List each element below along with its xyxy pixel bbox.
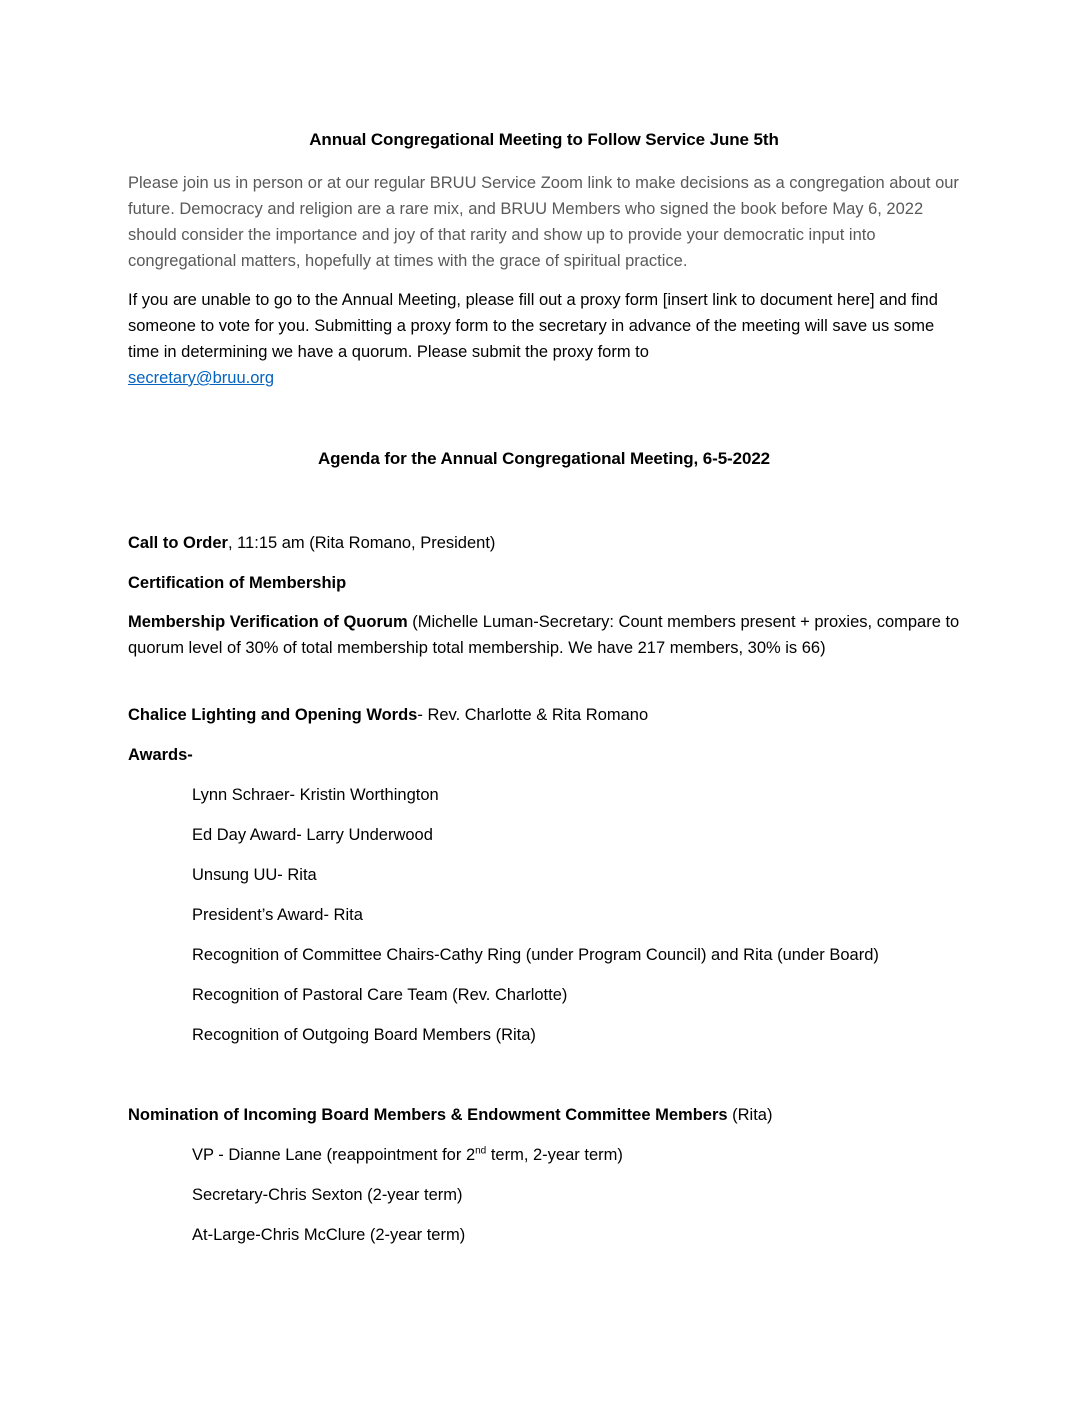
agenda-quorum bbox=[128, 609, 968, 661]
award-item: Recognition of Committee Chairs-Cathy Ring (under Program Council) and Rita (under Board) bbox=[192, 946, 879, 964]
agenda-title: Agenda for the Annual Congregational Meeting, 6-5-2022 bbox=[317, 449, 771, 468]
call-to-order-detail: , 11:15 am (Rita Romano, President) bbox=[227, 534, 496, 552]
nominee-vp-sup: nd bbox=[475, 1145, 487, 1157]
award-item: Lynn Schraer- Kristin Worthington bbox=[192, 786, 439, 804]
chalice-label: Chalice Lighting and Opening Words bbox=[128, 706, 418, 724]
quorum-label: Membership Verification of Quorum bbox=[128, 613, 408, 631]
nominee-vp bbox=[192, 1142, 972, 1168]
award-item: Recognition of Outgoing Board Members (Rita) bbox=[192, 1026, 536, 1044]
award-item: President’s Award- Rita bbox=[192, 906, 363, 924]
awards-label: Awards- bbox=[128, 746, 193, 764]
award-item: Unsung UU- Rita bbox=[192, 866, 317, 884]
proxy-paragraph bbox=[128, 287, 968, 391]
award-item: Ed Day Award- Larry Underwood bbox=[192, 826, 433, 844]
intro-paragraph: Please join us in person or at our regular BRUU Service Zoom link to make decisions as a congregation about our future. Democracy and religion are a rare mix, and BRUU Members who signed the book before May 6, 2022 should consider the importance and joy of that rarity and show up to provide your democratic input into congregational matters, hopefully at times with the grace of spiritual practice. bbox=[128, 174, 959, 270]
nomination-detail: (Rita) bbox=[727, 1106, 773, 1124]
agenda-nomination bbox=[128, 1102, 968, 1128]
chalice-detail: - Rev. Charlotte & Rita Romano bbox=[417, 706, 649, 724]
secretary-email-link[interactable]: secretary@bruu.org bbox=[128, 369, 275, 387]
meeting-announcement-title: Annual Congregational Meeting to Follow Service June 5th bbox=[309, 130, 779, 149]
nominee-item: At-Large-Chris McClure (2-year term) bbox=[192, 1226, 466, 1244]
proxy-text: If you are unable to go to the Annual Meeting, please fill out a proxy form [insert link to document here] and find someone to vote for you. Submitting a proxy form to the secretary in advance of the meeting will save us some time in determining we have a quorum. Please submit the proxy form to bbox=[128, 291, 938, 361]
agenda-call-to-order bbox=[128, 530, 968, 556]
award-item: Recognition of Pastoral Care Team (Rev. Charlotte) bbox=[192, 986, 568, 1004]
nominee-item: Secretary-Chris Sexton (2-year term) bbox=[192, 1186, 463, 1204]
agenda-certification bbox=[128, 570, 968, 596]
nominee-vp-post: term, 2-year term) bbox=[486, 1146, 623, 1164]
nomination-label: Nomination of Incoming Board Members & Endowment Committee Members bbox=[128, 1106, 728, 1124]
quorum-detail: (Michelle Luman-Secretary: Count members present + proxies, compare to quorum level of 30% of total membership total membership. We have 217 members, 30% is 66) bbox=[128, 613, 960, 657]
call-to-order-label: Call to Order bbox=[128, 534, 228, 552]
certification-label: Certification of Membership bbox=[128, 574, 347, 592]
agenda-chalice bbox=[128, 702, 968, 728]
nominee-vp-pre: VP - Dianne Lane (reappointment for 2 bbox=[192, 1146, 476, 1164]
agenda-awards bbox=[128, 742, 968, 768]
